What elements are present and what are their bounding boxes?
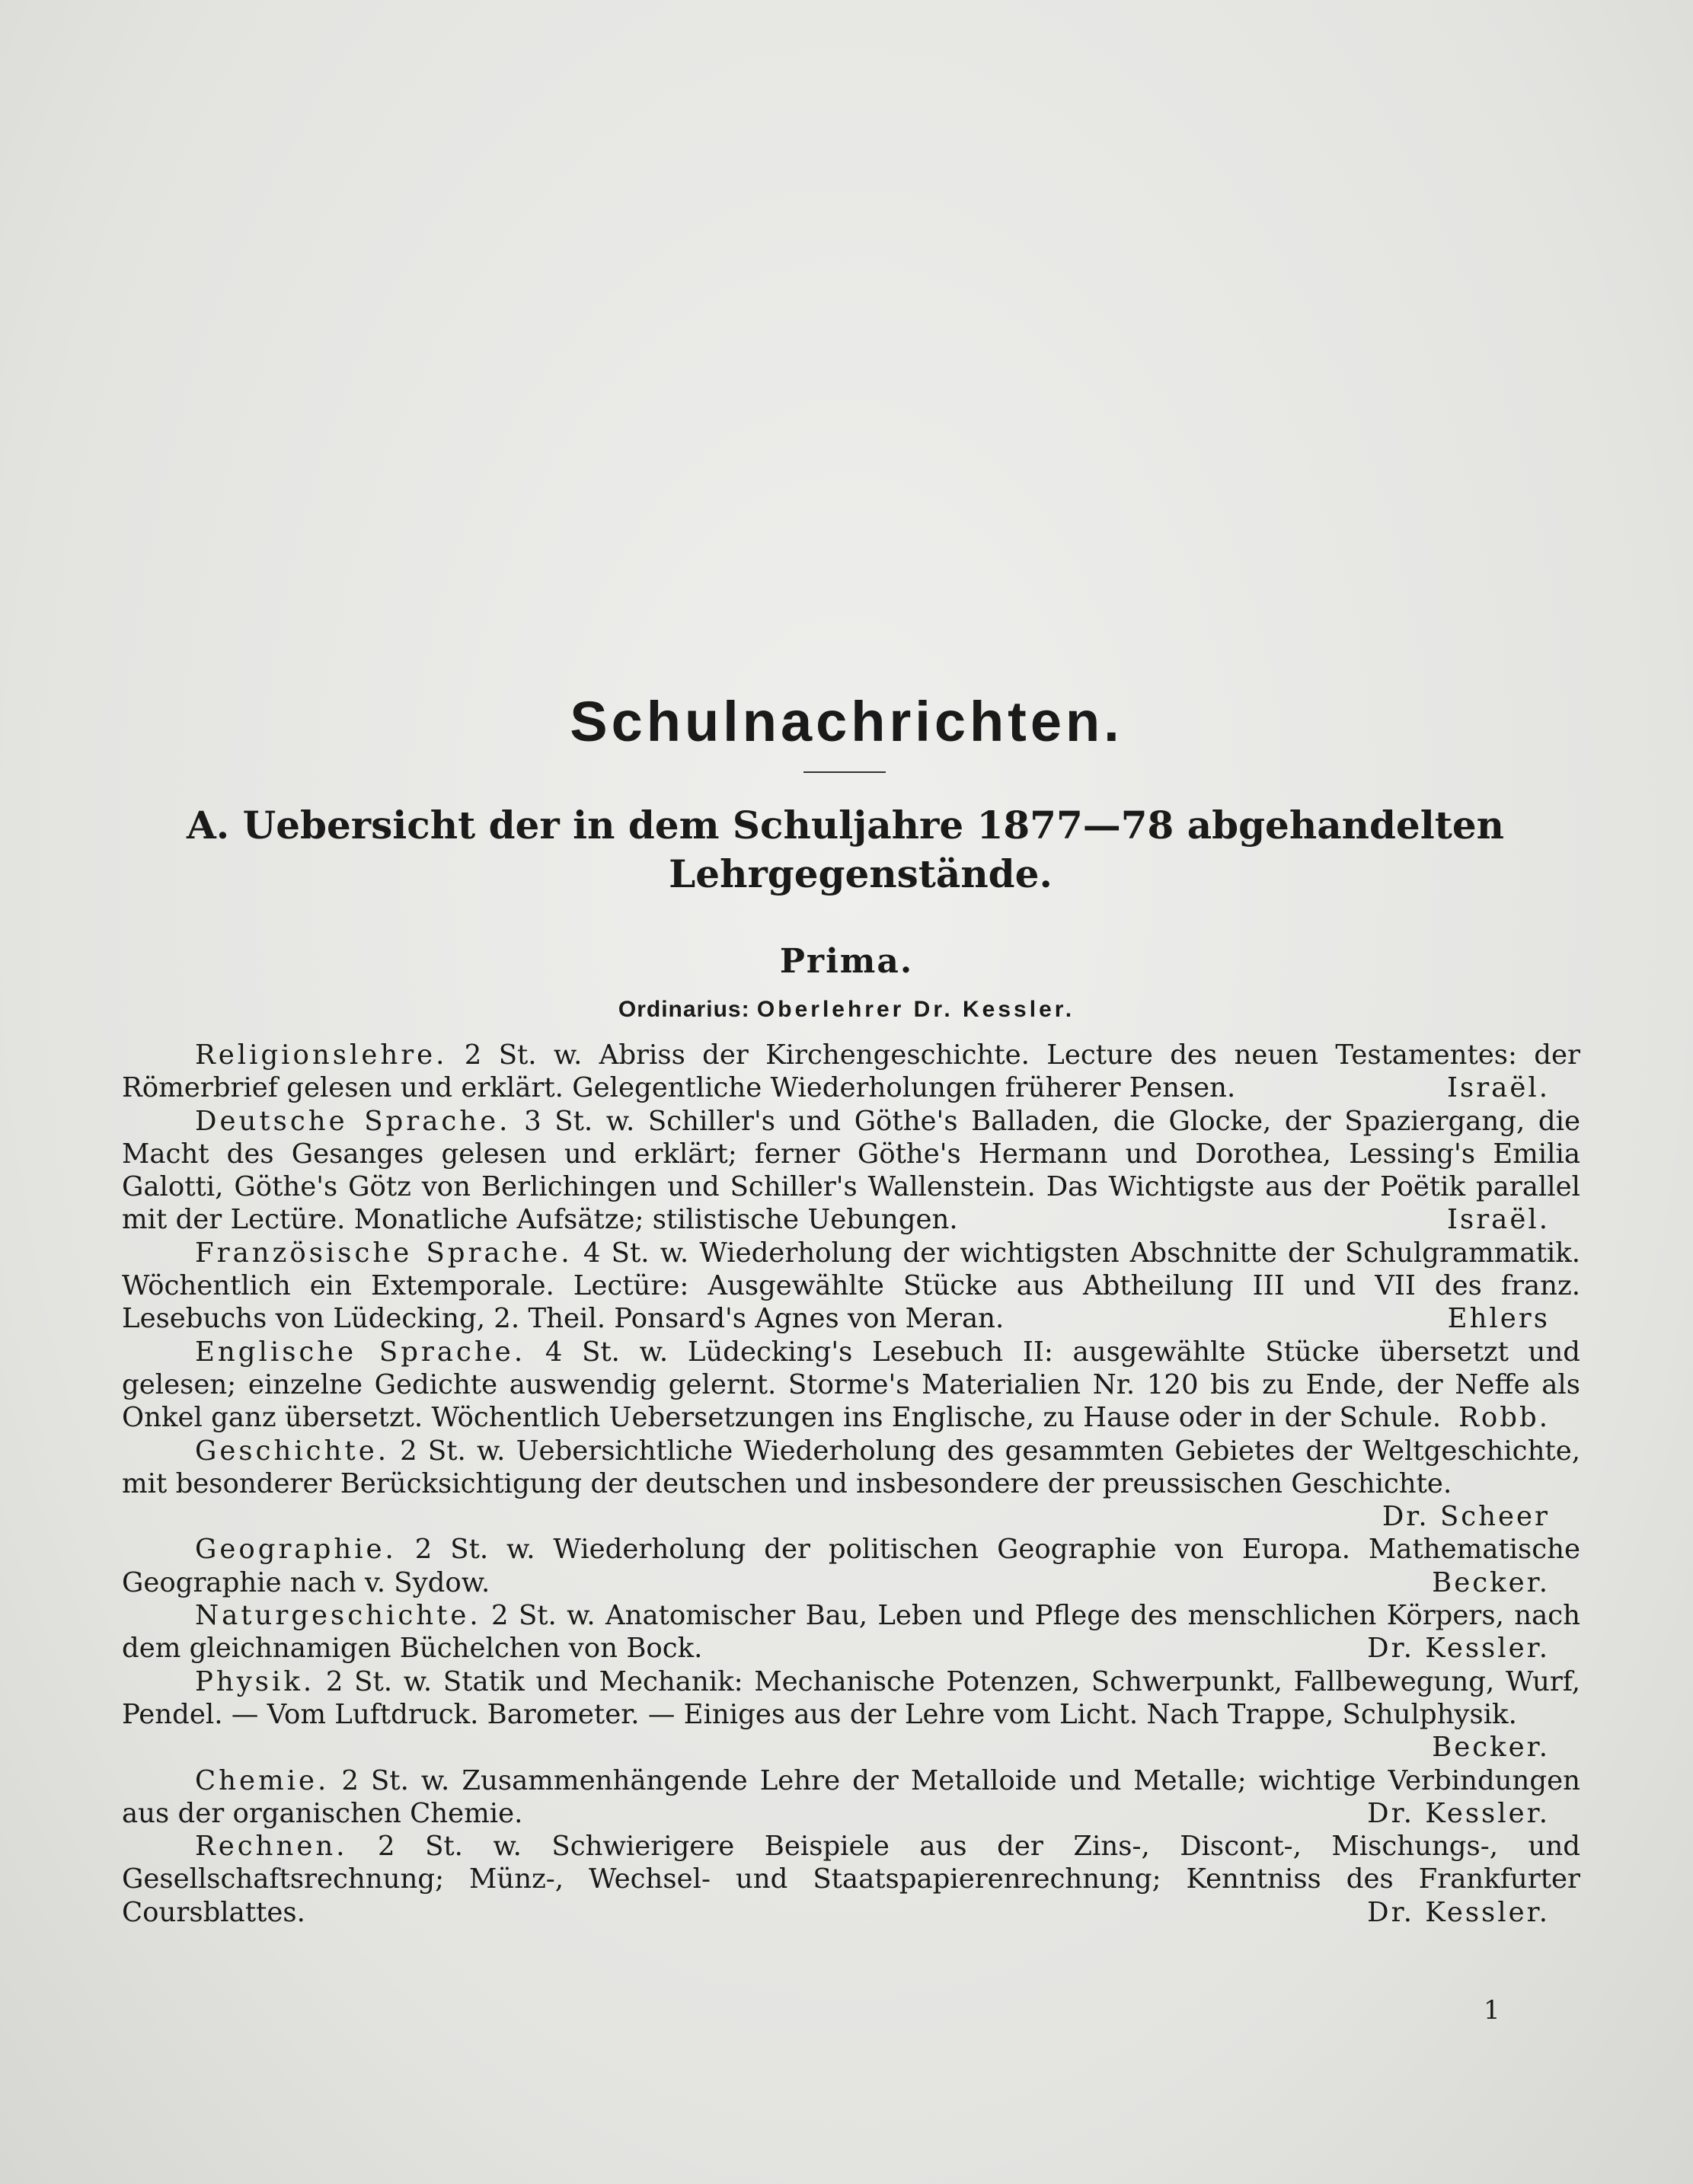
ordinarius-line (0, 997, 1693, 1023)
teacher-name: Ehlers (1447, 1303, 1550, 1335)
teacher-name: Dr. Kessler. (1367, 1896, 1550, 1928)
subject-text: 4 St. w. Wiederholung der wichtigsten Abschnitte der Schulgrammatik. Wöchentlich ein Extemporale. Lectüre: Ausgewählte Stücke aus Abtheilung III und VII des franz. Lesebuchs von Lüdecking, 2. Theil. Ponsard's Agnes von Meran. (122, 1237, 1580, 1335)
section-heading-line-1: A. Uebersicht der in dem Schuljahre 1877—78 abgehandelten (186, 803, 1504, 848)
subject-name: Englische Sprache. (195, 1336, 526, 1368)
subject-text: 2 St. w. Schwierigere Beispiele aus der Zins-, Discont-, Mischungs-, und Gesellschaftsrechnung; Münz-, Wechsel- und Staatspapierenrechnung; Kenntniss des Frankfurter Coursblattes. (122, 1831, 1580, 1928)
subject-text: 2 St. w. Abriss der Kirchengeschichte. Lecture des neuen Testamentes: der Römerbrief gelesen und erklärt. Gelegentliche Wiederholungen früherer Pensen. (122, 1039, 1580, 1104)
teacher-name: Robb. (1458, 1402, 1550, 1434)
subject-name: Chemie. (195, 1764, 330, 1796)
teacher-name: Dr. Scheer (1382, 1501, 1550, 1533)
subject-text: 2 St. w. Zusammenhängende Lehre der Metalloide und Metalle; wichtige Verbindungen aus der organischen Chemie. (122, 1764, 1580, 1829)
subject-text: 2 St. w. Statik und Mechanik: Mechanische Potenzen, Schwerpunkt, Fallbewegung, Wurf, Pendel. — Vom Luftdruck. Barometer. — Einiges aus der Lehre vom Licht. Nach Trappe, Schulphysik. (122, 1665, 1580, 1730)
subject-name: Französische Sprache. (195, 1237, 573, 1269)
class-title: Prima. (779, 942, 914, 981)
page-number: 1 (1484, 1995, 1500, 2026)
subject-entry (122, 1665, 1580, 1764)
subject-entry (122, 1039, 1580, 1105)
subject-name: Geographie. (195, 1534, 397, 1566)
subject-name: Geschichte. (195, 1435, 389, 1467)
subject-name: Deutsche Sprache. (195, 1105, 511, 1137)
subject-entry (122, 1336, 1580, 1435)
subject-text: 4 St. w. Lüdecking's Lesebuch II: ausgewählte Stücke übersetzt und gelesen; einzelne Gedichte auswendig gelernt. Storme's Materialien Nr. 120 bis zu Ende, der Neffe als Onkel ganz übersetzt. Wöchentlich Uebersetzungen ins Englische, zu Hause oder in der Schule. (122, 1336, 1580, 1434)
page-title: Schulnachrichten. (570, 690, 1123, 753)
subject-entry (122, 1764, 1580, 1831)
subject-name: Rechnen. (195, 1831, 348, 1863)
teacher-name: Israël. (1446, 1204, 1550, 1236)
subject-text: 3 St. w. Schiller's und Göthe's Balladen, die Glocke, der Spaziergang, die Macht des Gesanges gelesen und erklärt; ferner Göthe's Hermann und Dorothea, Lessing's Emilia Galotti, Göthe's Götz von Berlichingen und Schiller's Wallenstein. Das Wichtigste aus der Poëtik parallel mit der Lectüre. Monatliche Aufsätze; stilistische Uebungen. (122, 1105, 1581, 1236)
teacher-name: Dr. Kessler. (1367, 1797, 1550, 1829)
subject-name: Physik. (195, 1665, 315, 1697)
teacher-name: Becker. (1432, 1732, 1550, 1764)
subject-entry (122, 1599, 1580, 1665)
section-heading (160, 801, 1531, 899)
subject-text: 2 St. w. Wiederholung der politischen Geographie von Europa. Mathematische Geographie nach v. Sydow. (122, 1534, 1580, 1598)
section-heading-line-2: Lehrgegenstände. (669, 851, 1053, 896)
ordinarius-value: Oberlehrer Dr. Kessler. (756, 997, 1075, 1022)
title-divider (803, 771, 886, 773)
subject-entry (122, 1435, 1580, 1534)
subject-entry (122, 1237, 1580, 1336)
subject-entry (122, 1830, 1580, 1929)
teacher-name: Israël. (1446, 1072, 1550, 1104)
teacher-name: Dr. Kessler. (1367, 1633, 1550, 1665)
subject-entry (122, 1533, 1580, 1599)
subject-name: Religionslehre. (195, 1039, 448, 1071)
teacher-name: Becker. (1432, 1566, 1550, 1598)
subject-entry (122, 1105, 1580, 1237)
subject-list (122, 1039, 1580, 1929)
subject-text: 2 St. w. Uebersichtliche Wiederholung des gesammten Gebietes der Weltgeschichte, mit besonderer Berücksichtigung der deutschen und insbesondere der preussischen Geschichte. (122, 1435, 1580, 1499)
subject-name: Naturgeschichte. (195, 1600, 481, 1632)
subject-text: 2 St. w. Anatomischer Bau, Leben und Pflege des menschlichen Körpers, nach dem gleichnamigen Büchelchen von Bock. (122, 1600, 1580, 1665)
ordinarius-label: Ordinarius: (618, 997, 750, 1022)
